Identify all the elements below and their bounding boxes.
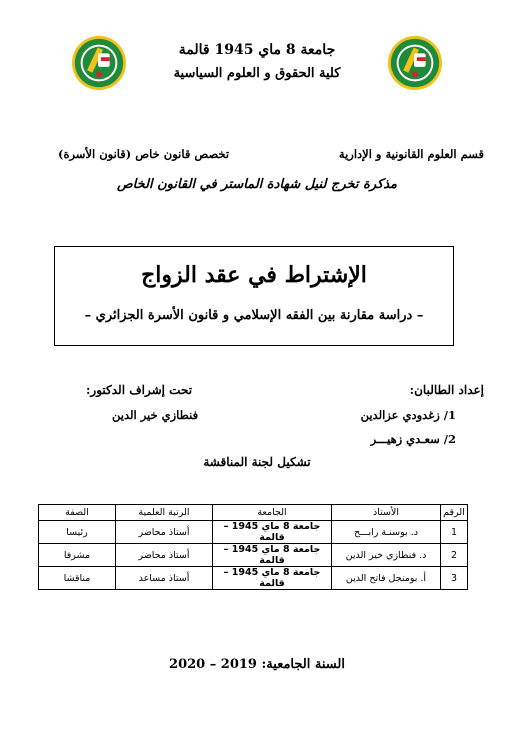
students-label: إعداد الطالبان: — [409, 383, 484, 397]
col-university: الجامعة — [213, 505, 332, 521]
cell-role: مشرفا — [39, 544, 116, 567]
jury-table — [38, 504, 468, 590]
cell-professor: أ. بومنجل فاتح الدين — [332, 567, 441, 590]
cell-professor: د. فنطازي خير الدين — [332, 544, 441, 567]
cell-number: 1 — [441, 521, 468, 544]
thesis-title: الإشتراط في عقد الزواج — [141, 262, 367, 288]
cell-number: 3 — [441, 567, 468, 590]
supervisor-name: فنطازي خير الدين — [112, 408, 199, 422]
student-name-1: 1/ زغدودي عزالدين — [360, 408, 456, 422]
student-name-2: 2/ سعـدي زهيـــر — [370, 432, 456, 446]
cell-university: جامعة 8 ماي 1945 – قالمة — [213, 567, 332, 590]
cell-university: جامعة 8 ماي 1945 – قالمة — [213, 544, 332, 567]
jury-heading: تشكيل لجنة المناقشة — [203, 455, 311, 469]
cell-rank: أستاذ مساعد — [116, 567, 213, 590]
specialty-name: تخصص قانون خاص (قانون الأسرة) — [58, 147, 230, 161]
cell-professor: د. بوسنـة رابـــح — [332, 521, 441, 544]
faculty-name: كلية الحقوق و العلوم السياسية — [173, 66, 341, 81]
academic-year: السنة الجامعية: 2019 – 2020 — [169, 657, 345, 672]
supervisor-label: تحت إشراف الدكتور: — [86, 383, 193, 397]
col-number: الرقم — [441, 505, 468, 521]
department-name: قسم العلوم القانونية و الإدارية — [338, 147, 484, 161]
cell-university: جامعة 8 ماي 1945 – قالمة — [213, 521, 332, 544]
title-box — [54, 246, 454, 346]
table-row — [39, 544, 468, 567]
cell-rank: أستاذ محاضر — [116, 544, 213, 567]
university-name: جامعة 8 ماي 1945 قالمة — [178, 42, 336, 58]
cell-number: 2 — [441, 544, 468, 567]
table-row — [39, 567, 468, 590]
col-professor: الأستاذ — [332, 505, 441, 521]
cell-role: رئيسا — [39, 521, 116, 544]
col-rank: الرتبة العلمية — [116, 505, 213, 521]
jury-table-header — [39, 505, 468, 521]
cell-role: مناقشا — [39, 567, 116, 590]
memo-line: مذكرة تخرج لنيل شهادة الماستر في القانون الخاص — [116, 177, 398, 192]
table-row — [39, 521, 468, 544]
cell-rank: أستاذ محاضر — [116, 521, 213, 544]
thesis-subtitle: – دراسة مقارنة بين الفقه الإسلامي و قانون الأسرة الجزائري – — [84, 308, 424, 323]
col-role: الصفة — [39, 505, 116, 521]
